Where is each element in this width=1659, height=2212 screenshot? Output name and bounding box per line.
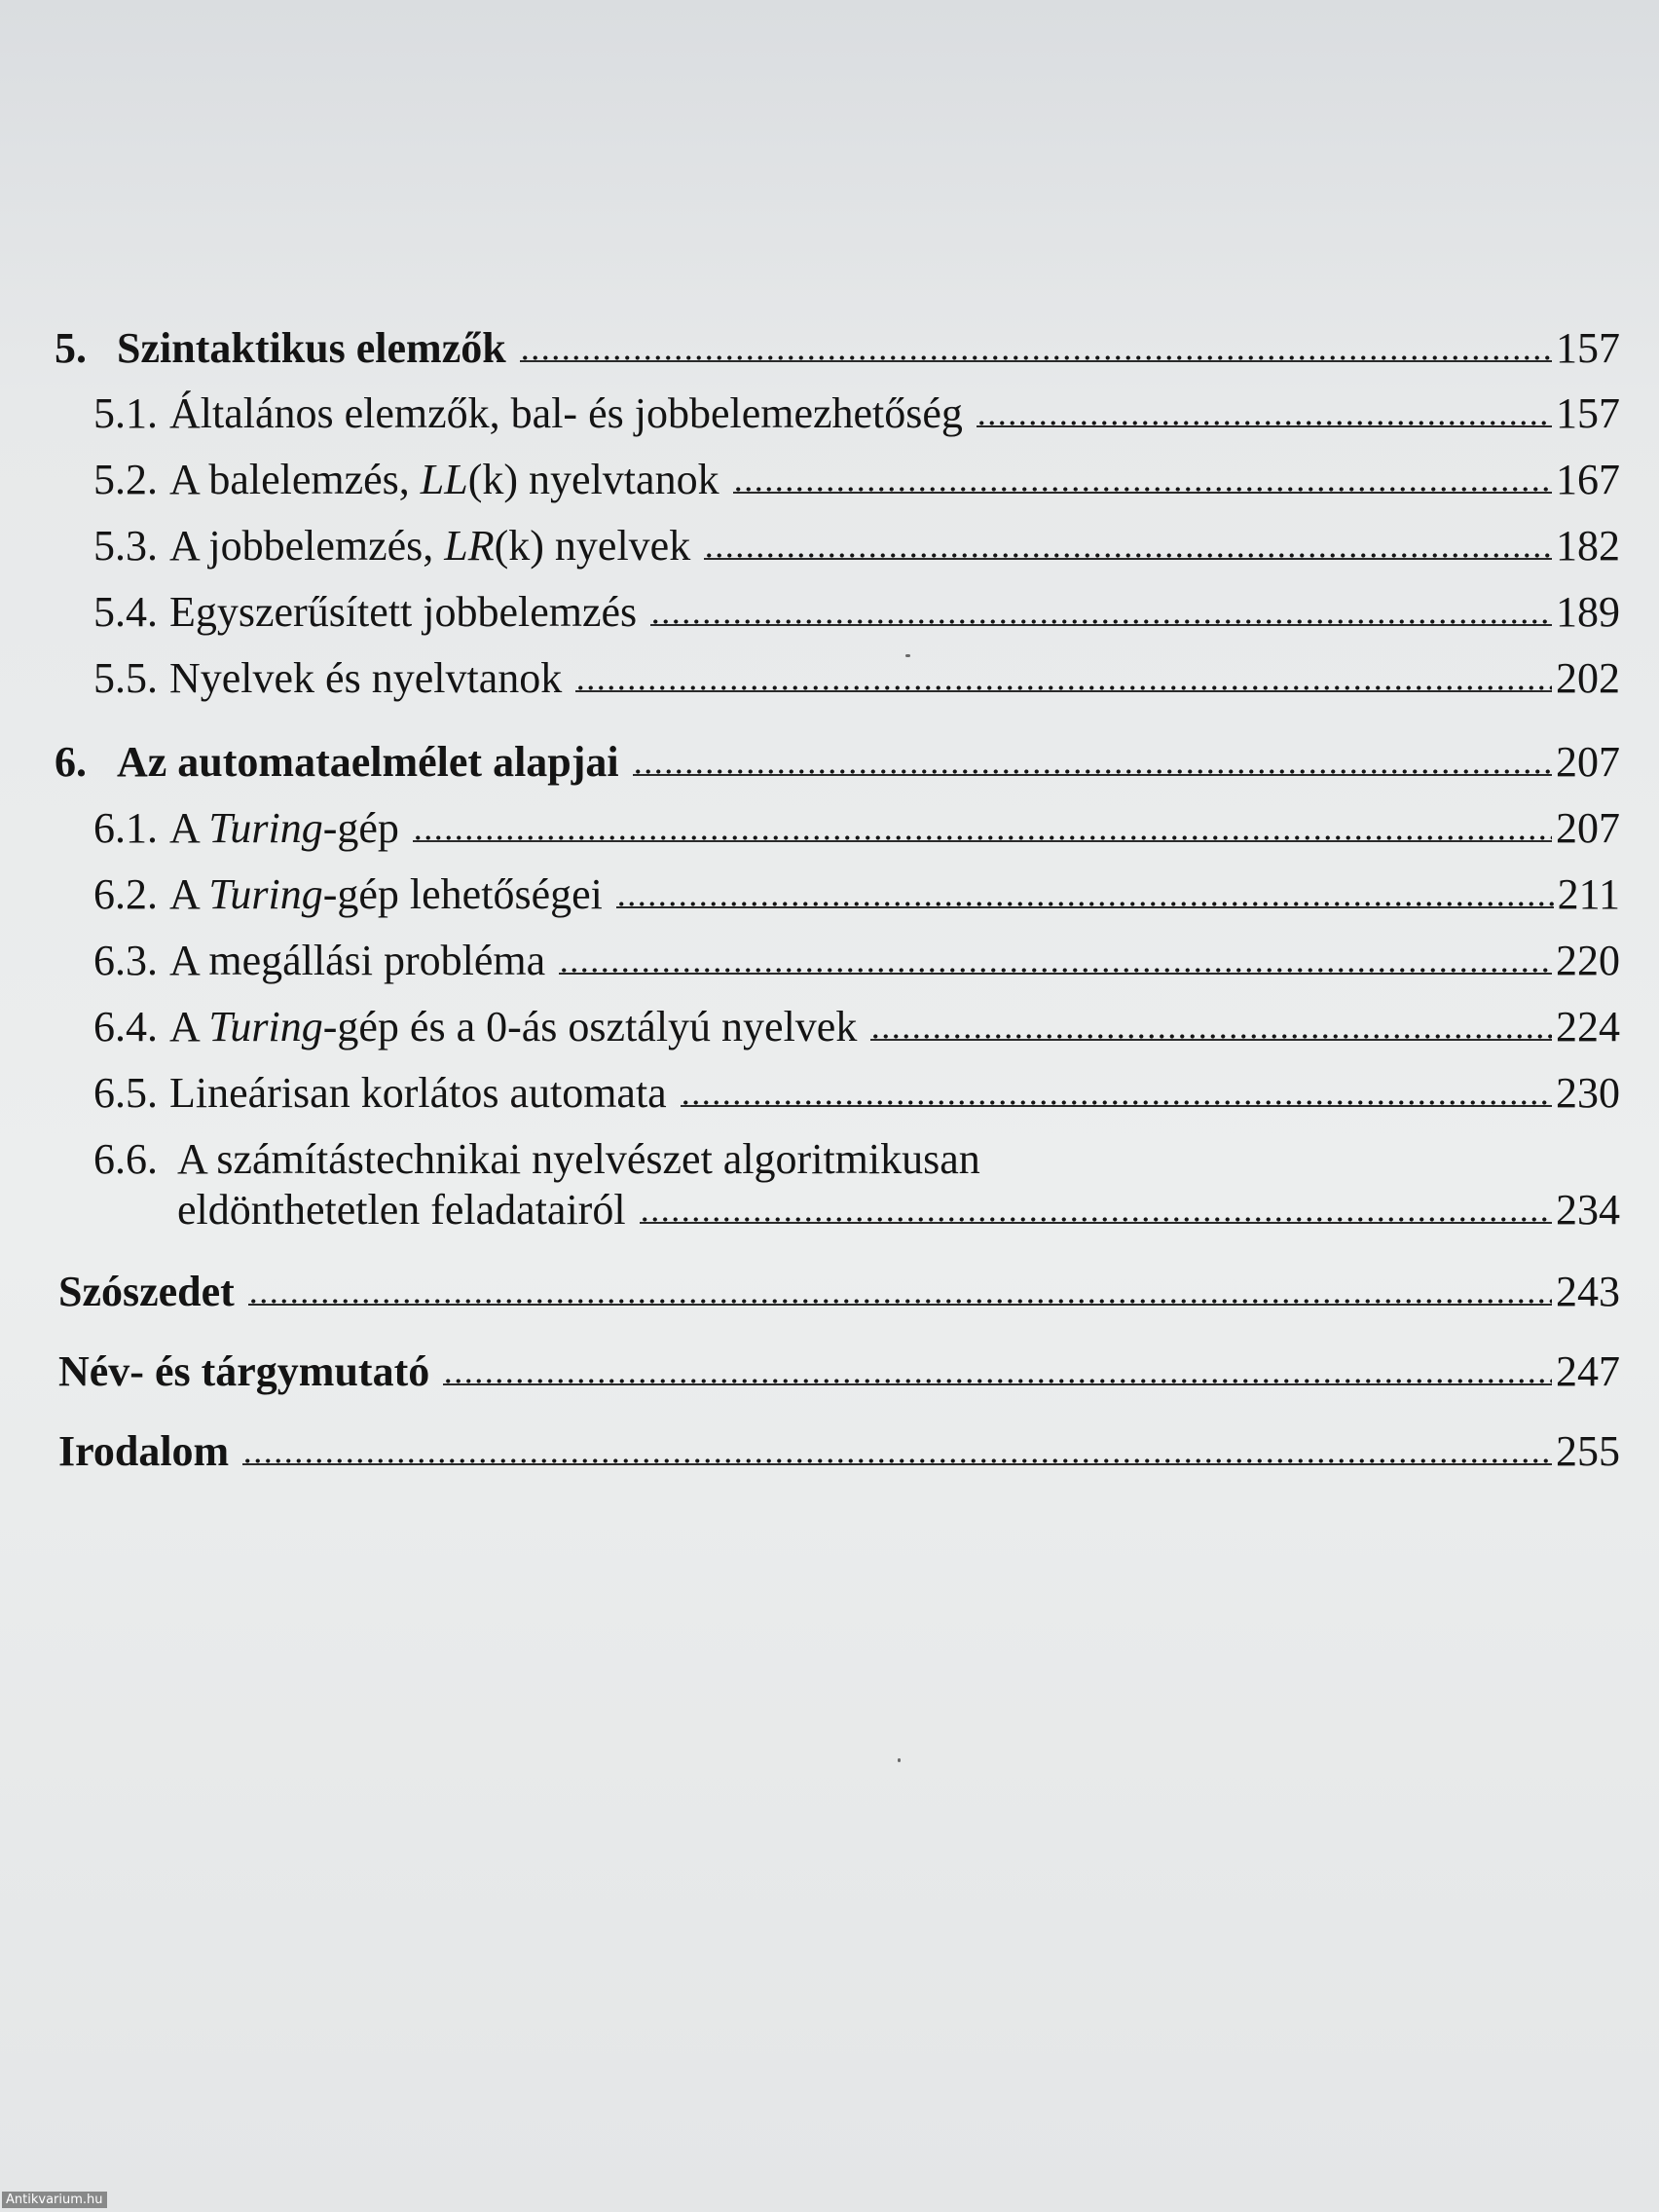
toc-entry-page: 157 (1556, 389, 1620, 437)
toc-entry-number: 6.1. (93, 804, 158, 852)
toc-entry-title (169, 869, 616, 920)
dot-leader (640, 1217, 1552, 1224)
toc-entry-page: 255 (1556, 1427, 1620, 1475)
title-italic: Turing (208, 804, 323, 852)
toc-entry-title: A számítástechnikai nyelvészet algoritmikusan (177, 1135, 980, 1183)
dot-leader (443, 1379, 1552, 1385)
dot-leader (733, 487, 1552, 494)
dot-leader (575, 685, 1552, 692)
watermark: Antikvarium.hu (2, 2192, 107, 2208)
title-italic: LL (420, 456, 468, 503)
toc-entry-page: 224 (1556, 1003, 1620, 1051)
dot-leader (870, 1034, 1552, 1041)
toc-entry-6-6 (177, 1185, 1620, 1235)
toc-entry-nev-es-targymutato (58, 1346, 1620, 1397)
dot-leader (704, 553, 1552, 560)
toc-entry-number: 5.4. (93, 588, 158, 636)
toc-entry-chapter-5 (55, 323, 1620, 374)
title-text: A (169, 870, 209, 918)
dot-leader (977, 421, 1552, 427)
toc-entry-szoszedet (58, 1267, 1620, 1317)
title-text: -gép és a 0-ás osztályú nyelvek (322, 1003, 858, 1051)
title-text: (k) nyelvtanok (467, 456, 719, 503)
toc-entry-6-2 (93, 869, 1620, 920)
toc-entry-title: Lineárisan korlátos automata (169, 1069, 667, 1117)
title-italic: LR (444, 522, 495, 570)
toc-entry-number: 6.5. (93, 1069, 158, 1117)
toc-entry-title (169, 455, 733, 505)
toc-entry-number: 6.2. (93, 870, 158, 918)
toc-entry-page: 230 (1556, 1069, 1620, 1117)
toc-entry-title (169, 521, 704, 571)
toc-entry-number: 6.3. (93, 937, 158, 984)
title-italic: Turing (208, 1003, 323, 1051)
paper-speck (898, 1758, 901, 1762)
toc-entry-6-4 (93, 1002, 1620, 1052)
toc-entry-page: 167 (1556, 456, 1620, 503)
toc-entry-title: Egyszerűsített jobbelemzés (169, 588, 638, 636)
toc-entry-5-2 (93, 455, 1620, 505)
toc-entry-number: 5. (55, 324, 87, 372)
toc-entry-title (169, 803, 413, 854)
title-text: A jobbelemzés, (169, 522, 445, 570)
toc-entry-title: Név- és tárgymutató (58, 1347, 430, 1395)
toc-entry-5-1 (93, 388, 1620, 439)
toc-entry-number: 6. (55, 738, 87, 786)
dot-leader (650, 619, 1552, 626)
toc-entry-irodalom (58, 1426, 1620, 1477)
dot-leader (248, 1299, 1552, 1306)
toc-entry-page: 211 (1557, 870, 1620, 918)
toc-entry-page: 247 (1556, 1347, 1620, 1395)
title-text: A (169, 1003, 209, 1051)
toc-entry-title: Az automataelmélet alapjai (117, 738, 619, 786)
toc-entry-page: 157 (1556, 324, 1620, 372)
toc-entry-page: 189 (1556, 588, 1620, 636)
title-italic: Turing (208, 870, 323, 918)
toc-entry-title: Szintaktikus elemzők (117, 324, 506, 372)
title-text: (k) nyelvek (494, 522, 691, 570)
toc-entry-number: 5.1. (93, 389, 158, 437)
toc-entry-title: Szószedet (58, 1268, 235, 1315)
toc-entry-title: A megállási probléma (169, 937, 546, 984)
toc-entry-title: eldönthetetlen feladatairól (177, 1186, 626, 1234)
toc-entry-page: 207 (1556, 738, 1620, 786)
toc-entry-title: Irodalom (58, 1427, 230, 1475)
toc-entry-6-3 (93, 936, 1620, 986)
dot-leader (633, 769, 1552, 776)
toc-entry-page: 243 (1556, 1268, 1620, 1315)
toc-entry-title (169, 1002, 870, 1052)
dot-leader (242, 1458, 1552, 1465)
toc-entry-number: 6.4. (93, 1003, 158, 1051)
dot-leader (681, 1100, 1552, 1107)
title-text: A balelemzés, (169, 456, 421, 503)
title-text: A (169, 804, 209, 852)
toc-entry-chapter-6 (55, 737, 1620, 788)
toc-entry-page: 207 (1556, 804, 1620, 852)
dot-leader (413, 835, 1552, 842)
title-text: -gép (322, 804, 399, 852)
toc-entry-number: 5.3. (93, 522, 158, 570)
toc-entry-page: 182 (1556, 522, 1620, 570)
toc-entry-5-4 (93, 587, 1620, 638)
toc-entry-6-6-line1 (93, 1134, 980, 1185)
toc-entry-title: Nyelvek és nyelvtanok (169, 654, 563, 702)
toc-entry-page: 234 (1556, 1186, 1620, 1234)
dot-leader (520, 355, 1552, 362)
dot-leader (616, 902, 1554, 908)
toc-entry-number: 5.2. (93, 456, 158, 503)
toc-entry-page: 220 (1556, 937, 1620, 984)
toc-entry-title: Általános elemzők, bal- és jobbelemezhetőség (169, 389, 963, 437)
toc-entry-6-1 (93, 803, 1620, 854)
toc-entry-number: 6.6. (93, 1135, 158, 1183)
toc-entry-5-3 (93, 521, 1620, 571)
toc-entry-6-5 (93, 1068, 1620, 1119)
toc-entry-5-5 (93, 653, 1620, 704)
paper-speck (905, 654, 910, 657)
dot-leader (559, 968, 1552, 975)
title-text: -gép lehetőségei (322, 870, 603, 918)
toc-entry-page: 202 (1556, 654, 1620, 702)
toc-entry-number: 5.5. (93, 654, 158, 702)
